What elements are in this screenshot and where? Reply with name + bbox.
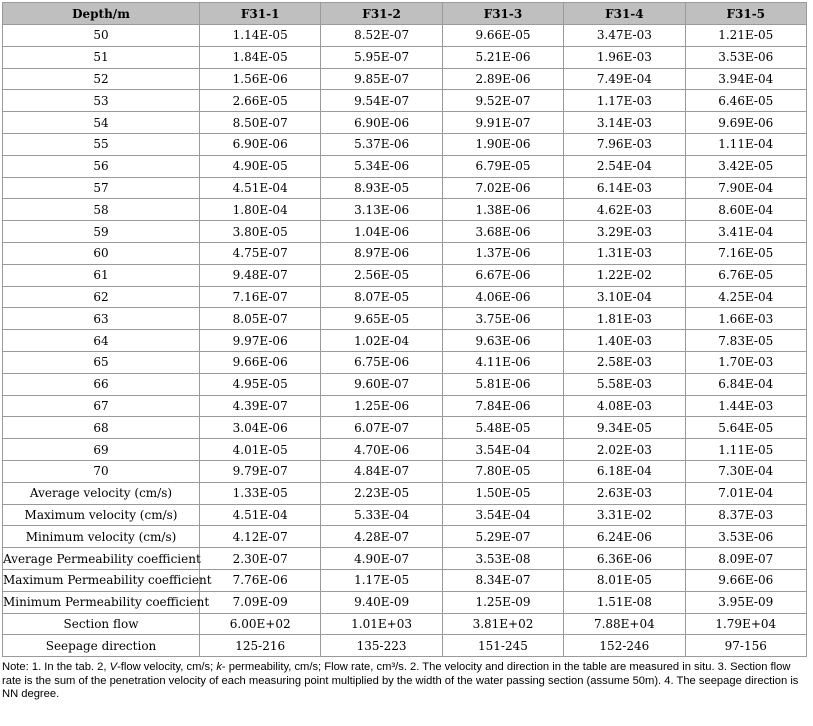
table-cell: 6.00E+02: [200, 613, 321, 635]
table-cell: 1.66E-03: [685, 308, 806, 330]
table-row: [3, 482, 807, 504]
table-cell: 4.06E-06: [442, 286, 563, 308]
table-cell: 9.34E-05: [564, 417, 685, 439]
table-cell: 9.97E-06: [200, 330, 321, 352]
table-cell: 8.01E-05: [564, 569, 685, 591]
table-cell: 3.75E-06: [442, 308, 563, 330]
row-label: 69: [3, 439, 200, 461]
table-cell: 97-156: [685, 635, 806, 657]
table-cell: 7.84E-06: [442, 395, 563, 417]
table-cell: 1.90E-06: [442, 133, 563, 155]
note-text-3: - permeability, cm/s; Flow rate, cm³/s. 2. The velocity and direction in the table are measured in situ. 3. Section flow rate is the sum of the penetration velocity of each measuring point multiplied by the width of the water passing section (assume 50m). 4. The seepage direction is NN degree.: [2, 661, 799, 700]
table-cell: 6.46E-05: [685, 90, 806, 112]
table-cell: 3.10E-04: [564, 286, 685, 308]
table-cell: 6.90E-06: [321, 112, 442, 134]
row-label: 51: [3, 46, 200, 68]
table-cell: 3.54E-04: [442, 504, 563, 526]
table-cell: 7.16E-05: [685, 242, 806, 264]
table-row: [3, 460, 807, 482]
table-row: [3, 90, 807, 112]
table-cell: 8.05E-07: [200, 308, 321, 330]
table-cell: 1.96E-03: [564, 46, 685, 68]
row-label: 53: [3, 90, 200, 112]
table-cell: 125-216: [200, 635, 321, 657]
table-cell: 9.63E-06: [442, 330, 563, 352]
table-cell: 8.09E-07: [685, 548, 806, 570]
table-cell: 8.50E-07: [200, 112, 321, 134]
table-row: [3, 221, 807, 243]
row-label: 58: [3, 199, 200, 221]
table-cell: 1.51E-08: [564, 591, 685, 613]
table-cell: 3.94E-04: [685, 68, 806, 90]
table-cell: 1.33E-05: [200, 482, 321, 504]
table-cell: 6.84E-04: [685, 373, 806, 395]
table-cell: 5.95E-07: [321, 46, 442, 68]
table-cell: 3.29E-03: [564, 221, 685, 243]
table-cell: 1.81E-03: [564, 308, 685, 330]
table-row: [3, 395, 807, 417]
table-row: [3, 548, 807, 570]
table-cell: 5.58E-03: [564, 373, 685, 395]
table-cell: 1.79E+04: [685, 613, 806, 635]
table-cell: 8.93E-05: [321, 177, 442, 199]
table-cell: 4.95E-05: [200, 373, 321, 395]
table-cell: 5.21E-06: [442, 46, 563, 68]
table-cell: 1.25E-09: [442, 591, 563, 613]
table-cell: 1.17E-03: [564, 90, 685, 112]
table-cell: 4.90E-07: [321, 548, 442, 570]
table-cell: 3.14E-03: [564, 112, 685, 134]
table-cell: 9.66E-06: [685, 569, 806, 591]
table-cell: 6.90E-06: [200, 133, 321, 155]
table-cell: 2.23E-05: [321, 482, 442, 504]
table-cell: 3.31E-02: [564, 504, 685, 526]
table-row: [3, 177, 807, 199]
table-cell: 5.37E-06: [321, 133, 442, 155]
table-cell: 3.68E-06: [442, 221, 563, 243]
table-cell: 8.34E-07: [442, 569, 563, 591]
table-cell: 1.44E-03: [685, 395, 806, 417]
table-cell: 6.67E-06: [442, 264, 563, 286]
table-row: [3, 330, 807, 352]
table-cell: 7.30E-04: [685, 460, 806, 482]
table-cell: 5.34E-06: [321, 155, 442, 177]
table-cell: 4.51E-04: [200, 177, 321, 199]
table-cell: 9.65E-05: [321, 308, 442, 330]
table-row: [3, 526, 807, 548]
table-cell: 3.80E-05: [200, 221, 321, 243]
table-row: [3, 68, 807, 90]
table-row: [3, 308, 807, 330]
table-cell: 3.54E-04: [442, 439, 563, 461]
table-cell: 8.37E-03: [685, 504, 806, 526]
table-cell: 5.48E-05: [442, 417, 563, 439]
table-cell: 2.66E-05: [200, 90, 321, 112]
note-text-1: Note: 1. In the tab. 2,: [2, 661, 110, 674]
table-cell: 3.81E+02: [442, 613, 563, 635]
table-row: [3, 199, 807, 221]
table-cell: 1.11E-04: [685, 133, 806, 155]
table-row: [3, 635, 807, 657]
table-cell: 9.85E-07: [321, 68, 442, 90]
table-row: [3, 25, 807, 47]
table-cell: 3.42E-05: [685, 155, 806, 177]
table-cell: 7.49E-04: [564, 68, 685, 90]
table-cell: 1.40E-03: [564, 330, 685, 352]
table-cell: 4.90E-05: [200, 155, 321, 177]
table-cell: 8.52E-07: [321, 25, 442, 47]
header-f31-1: F31-1: [200, 3, 321, 25]
table-cell: 7.09E-09: [200, 591, 321, 613]
row-label: Section flow: [3, 613, 200, 635]
table-cell: 4.28E-07: [321, 526, 442, 548]
table-cell: 6.18E-04: [564, 460, 685, 482]
header-f31-4: F31-4: [564, 3, 685, 25]
table-cell: 2.30E-07: [200, 548, 321, 570]
table-row: [3, 439, 807, 461]
table-cell: 3.53E-08: [442, 548, 563, 570]
table-cell: 152-246: [564, 635, 685, 657]
table-header-row: [3, 3, 807, 25]
table-row: [3, 504, 807, 526]
table-cell: 4.51E-04: [200, 504, 321, 526]
row-label: Average velocity (cm/s): [3, 482, 200, 504]
table-cell: 1.21E-05: [685, 25, 806, 47]
table-cell: 8.60E-04: [685, 199, 806, 221]
table-cell: 6.76E-05: [685, 264, 806, 286]
table-cell: 3.47E-03: [564, 25, 685, 47]
table-cell: 1.56E-06: [200, 68, 321, 90]
table-cell: 2.89E-06: [442, 68, 563, 90]
table-cell: 2.56E-05: [321, 264, 442, 286]
header-f31-2: F31-2: [321, 3, 442, 25]
data-table: [2, 2, 807, 657]
table-row: [3, 373, 807, 395]
table-cell: 1.11E-05: [685, 439, 806, 461]
table-cell: 5.33E-04: [321, 504, 442, 526]
row-label: 55: [3, 133, 200, 155]
table-cell: 3.53E-06: [685, 526, 806, 548]
row-label: 64: [3, 330, 200, 352]
row-label: 66: [3, 373, 200, 395]
table-cell: 7.90E-04: [685, 177, 806, 199]
table-row: [3, 133, 807, 155]
table-cell: 3.41E-04: [685, 221, 806, 243]
header-depth: Depth/m: [3, 3, 200, 25]
table-cell: 4.11E-06: [442, 351, 563, 373]
row-label: 62: [3, 286, 200, 308]
row-label: 57: [3, 177, 200, 199]
row-label: Minimum Permeability coefficient: [3, 591, 200, 613]
note-text-2: -flow velocity, cm/s;: [117, 661, 217, 674]
header-f31-3: F31-3: [442, 3, 563, 25]
table-cell: 4.25E-04: [685, 286, 806, 308]
table-cell: 3.04E-06: [200, 417, 321, 439]
table-cell: 1.22E-02: [564, 264, 685, 286]
table-cell: 1.80E-04: [200, 199, 321, 221]
row-label: 70: [3, 460, 200, 482]
row-label: Maximum Permeability coefficient: [3, 569, 200, 591]
table-cell: 4.84E-07: [321, 460, 442, 482]
table-cell: 9.79E-07: [200, 460, 321, 482]
table-cell: 6.07E-07: [321, 417, 442, 439]
table-note: [2, 661, 806, 701]
table-cell: 2.58E-03: [564, 351, 685, 373]
header-f31-5: F31-5: [685, 3, 806, 25]
document: [2, 2, 806, 701]
table-cell: 9.66E-06: [200, 351, 321, 373]
table-cell: 6.14E-03: [564, 177, 685, 199]
table-cell: 9.48E-07: [200, 264, 321, 286]
table-cell: 1.50E-05: [442, 482, 563, 504]
row-label: 68: [3, 417, 200, 439]
table-cell: 4.62E-03: [564, 199, 685, 221]
table-cell: 1.02E-04: [321, 330, 442, 352]
row-label: 67: [3, 395, 200, 417]
table-row: [3, 591, 807, 613]
table-cell: 3.13E-06: [321, 199, 442, 221]
table-cell: 3.95E-09: [685, 591, 806, 613]
table-cell: 1.14E-05: [200, 25, 321, 47]
note-v-symbol: V: [109, 661, 118, 674]
table-cell: 6.36E-06: [564, 548, 685, 570]
table-cell: 4.01E-05: [200, 439, 321, 461]
table-cell: 7.16E-07: [200, 286, 321, 308]
table-cell: 6.79E-05: [442, 155, 563, 177]
table-cell: 5.29E-07: [442, 526, 563, 548]
table-cell: 2.02E-03: [564, 439, 685, 461]
table-cell: 6.75E-06: [321, 351, 442, 373]
table-cell: 4.39E-07: [200, 395, 321, 417]
table-cell: 7.88E+04: [564, 613, 685, 635]
table-cell: 1.25E-06: [321, 395, 442, 417]
row-label: Minimum velocity (cm/s): [3, 526, 200, 548]
row-label: Seepage direction: [3, 635, 200, 657]
row-label: 60: [3, 242, 200, 264]
note-k-symbol: k: [216, 661, 222, 674]
table-cell: 9.91E-07: [442, 112, 563, 134]
table-cell: 7.83E-05: [685, 330, 806, 352]
table-row: [3, 286, 807, 308]
table-row: [3, 112, 807, 134]
table-cell: 4.08E-03: [564, 395, 685, 417]
table-cell: 1.01E+03: [321, 613, 442, 635]
table-cell: 1.17E-05: [321, 569, 442, 591]
table-cell: 8.07E-05: [321, 286, 442, 308]
table-row: [3, 351, 807, 373]
table-cell: 135-223: [321, 635, 442, 657]
table-cell: 9.60E-07: [321, 373, 442, 395]
table-cell: 4.12E-07: [200, 526, 321, 548]
row-label: 65: [3, 351, 200, 373]
table-cell: 9.66E-05: [442, 25, 563, 47]
table-cell: 9.54E-07: [321, 90, 442, 112]
table-row: [3, 569, 807, 591]
table-cell: 7.76E-06: [200, 569, 321, 591]
table-cell: 1.04E-06: [321, 221, 442, 243]
table-row: [3, 417, 807, 439]
table-cell: 4.70E-06: [321, 439, 442, 461]
table-cell: 2.54E-04: [564, 155, 685, 177]
table-cell: 9.40E-09: [321, 591, 442, 613]
row-label: 52: [3, 68, 200, 90]
table-cell: 6.24E-06: [564, 526, 685, 548]
table-cell: 1.70E-03: [685, 351, 806, 373]
table-cell: 1.38E-06: [442, 199, 563, 221]
row-label: 54: [3, 112, 200, 134]
table-cell: 5.81E-06: [442, 373, 563, 395]
table-row: [3, 155, 807, 177]
table-cell: 151-245: [442, 635, 563, 657]
table-row: [3, 242, 807, 264]
table-row: [3, 613, 807, 635]
table-cell: 7.01E-04: [685, 482, 806, 504]
row-label: 50: [3, 25, 200, 47]
row-label: 61: [3, 264, 200, 286]
table-cell: 4.75E-07: [200, 242, 321, 264]
table-cell: 7.80E-05: [442, 460, 563, 482]
table-row: [3, 264, 807, 286]
table-cell: 8.97E-06: [321, 242, 442, 264]
row-label: 59: [3, 221, 200, 243]
table-cell: 2.63E-03: [564, 482, 685, 504]
table-cell: 7.02E-06: [442, 177, 563, 199]
table-cell: 1.37E-06: [442, 242, 563, 264]
table-cell: 9.52E-07: [442, 90, 563, 112]
table-cell: 5.64E-05: [685, 417, 806, 439]
table-cell: 9.69E-06: [685, 112, 806, 134]
table-cell: 1.84E-05: [200, 46, 321, 68]
table-cell: 1.31E-03: [564, 242, 685, 264]
row-label: Maximum velocity (cm/s): [3, 504, 200, 526]
table-row: [3, 46, 807, 68]
row-label: 56: [3, 155, 200, 177]
table-cell: 7.96E-03: [564, 133, 685, 155]
row-label: 63: [3, 308, 200, 330]
row-label: Average Permeability coefficient: [3, 548, 200, 570]
table-cell: 3.53E-06: [685, 46, 806, 68]
